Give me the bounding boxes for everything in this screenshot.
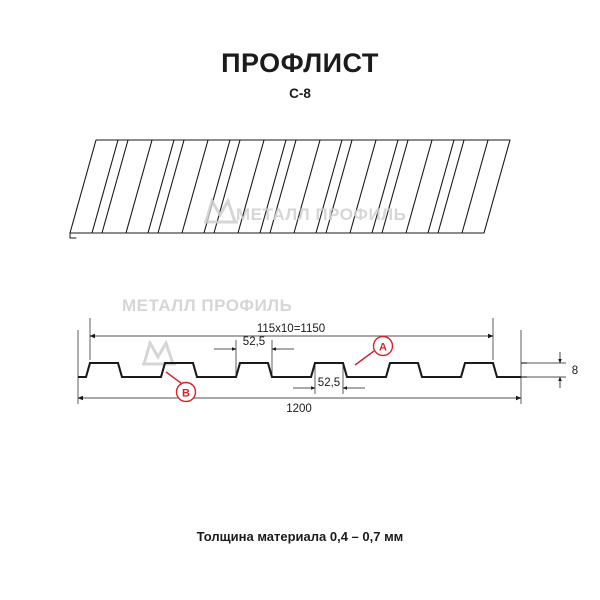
product-code: С-8 xyxy=(289,86,311,101)
dim-text-rib-top: 52,5 xyxy=(242,336,266,348)
section-outline xyxy=(78,363,521,377)
watermark-text-bottom: МЕТАЛЛ ПРОФИЛЬ xyxy=(122,296,293,315)
dim-text-pitch-total: 115х10=1150 xyxy=(256,323,326,335)
callout-a-label: A xyxy=(379,341,387,354)
callout-b-label: B xyxy=(182,387,190,400)
dim-text-rib-bottom: 52,5 xyxy=(317,377,341,389)
material-thickness-note: Толщина материала 0,4 – 0,7 мм xyxy=(196,529,404,544)
callout-b xyxy=(166,372,196,402)
dim-text-height: 8 xyxy=(571,365,579,377)
dim-text-overall: 1200 xyxy=(286,403,312,415)
callout-a xyxy=(355,337,393,366)
watermark-text-top: МЕТАЛЛ ПРОФИЛЬ xyxy=(236,205,407,224)
page-title: ПРОФЛИСТ xyxy=(221,48,379,78)
